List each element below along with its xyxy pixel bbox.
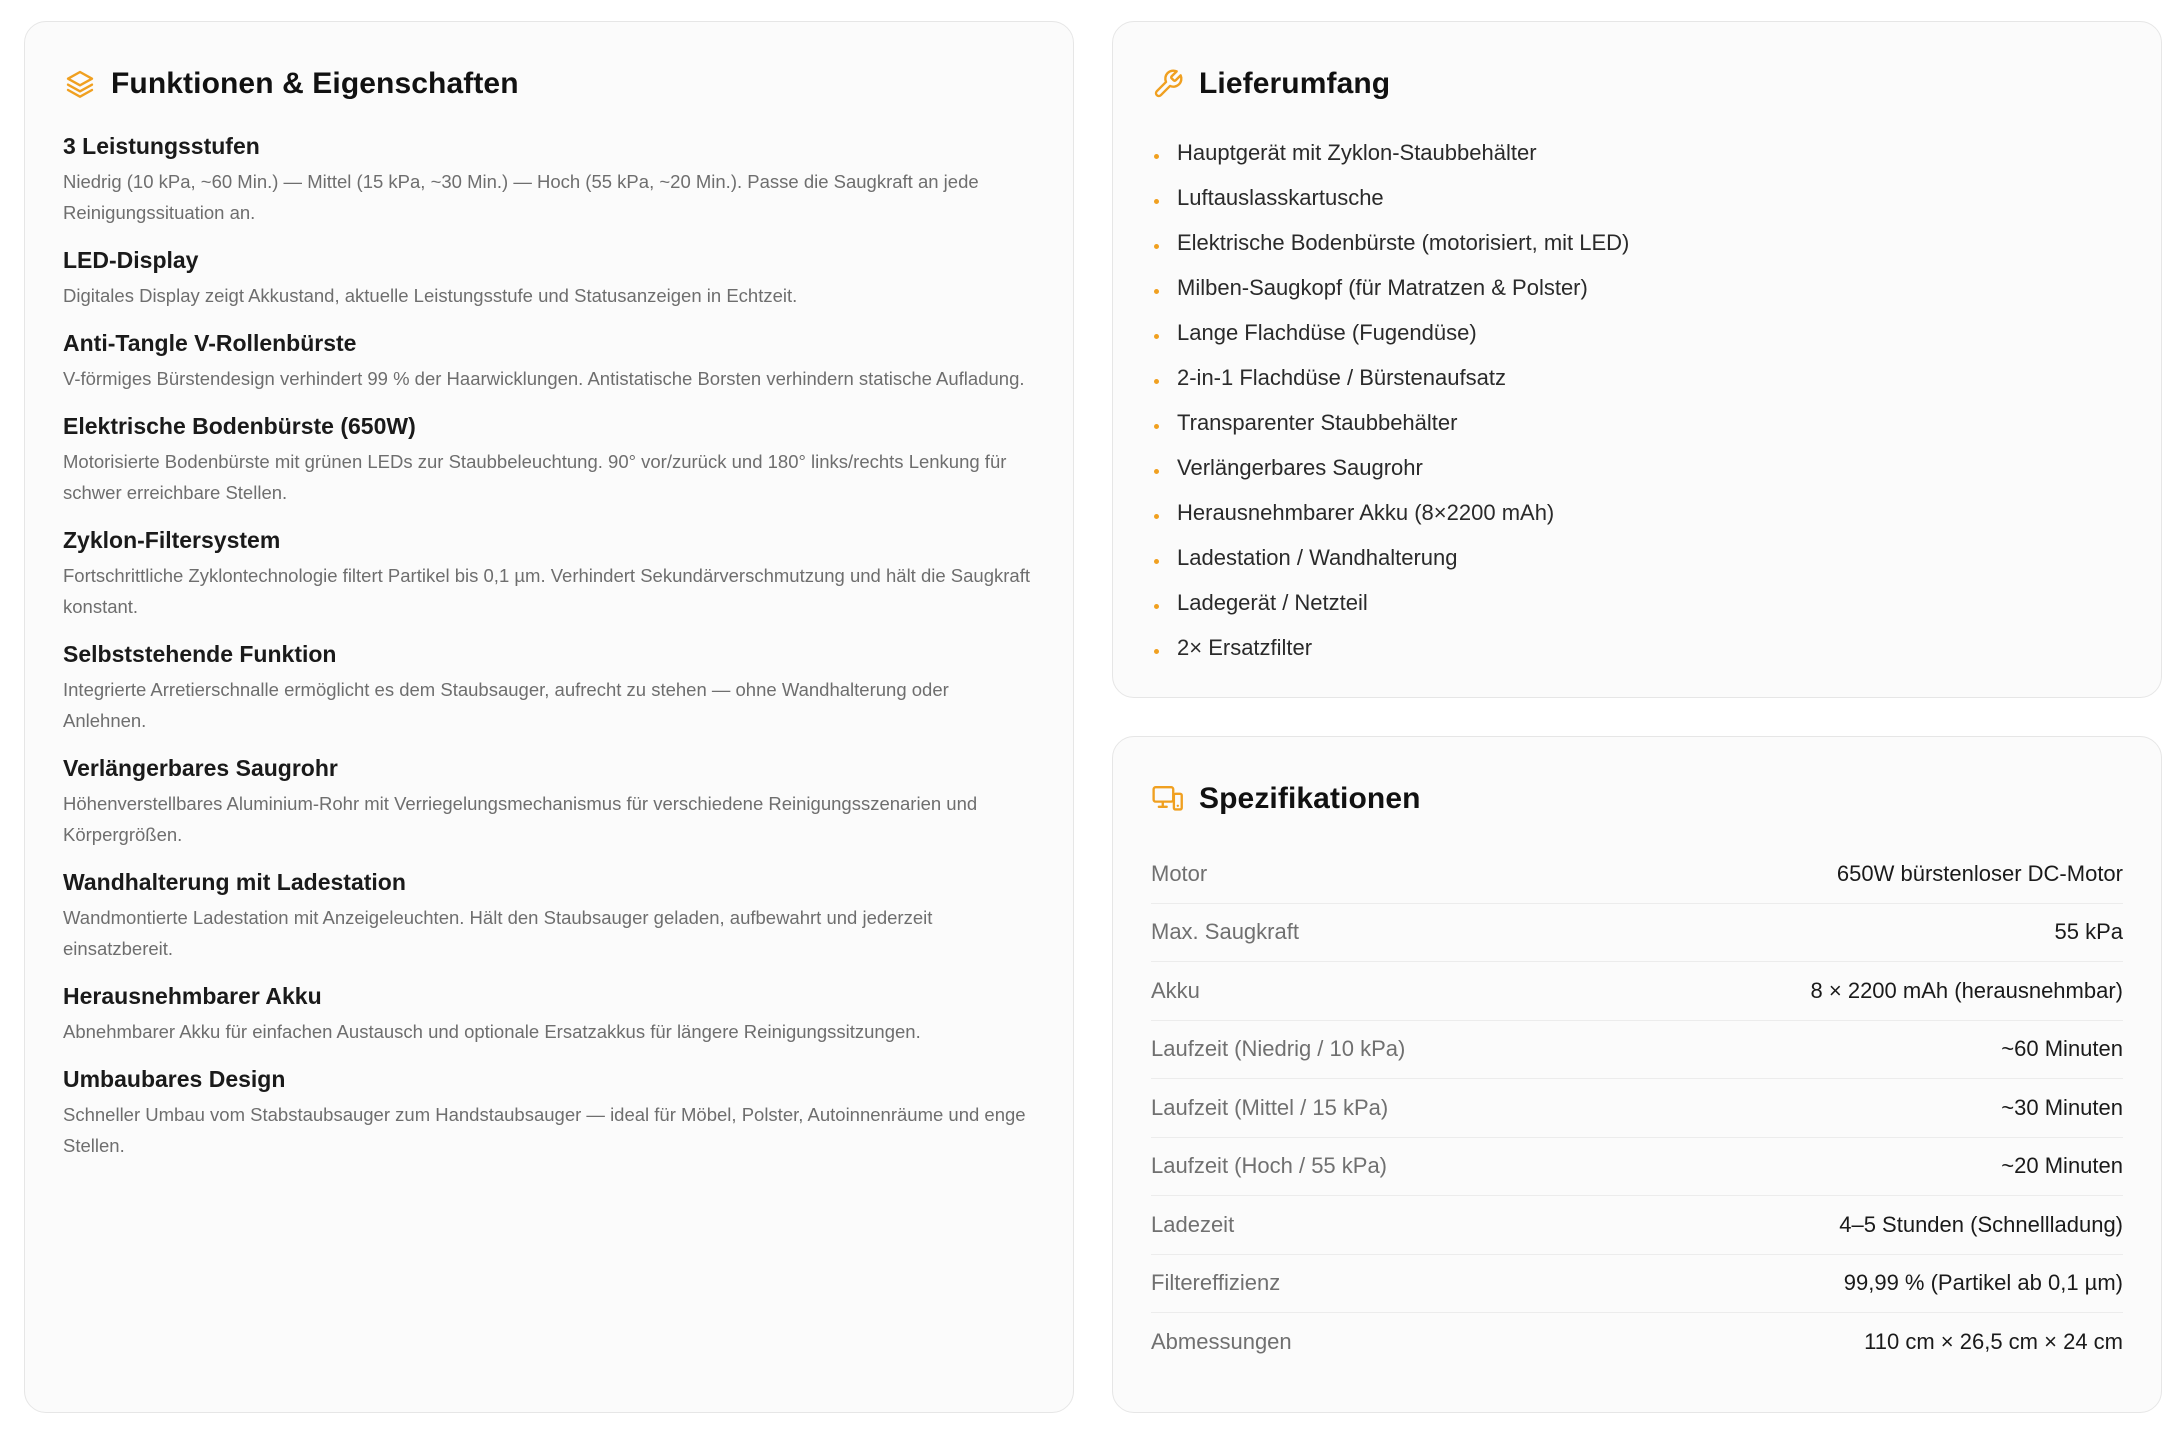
feature-description: Wandmontierte Ladestation mit Anzeigeleuchten. Hält den Staubsauger geladen, aufbewahrt und jederzeit einsatzbereit. bbox=[63, 907, 933, 959]
spec-label: Abmessungen bbox=[1151, 1328, 1292, 1354]
list-item bbox=[1151, 130, 2123, 175]
spec-value: 8 × 2200 mAh (herausnehmbar) bbox=[1810, 977, 2123, 1003]
feature-title: Zyklon-Filtersystem bbox=[63, 527, 281, 553]
feature-item bbox=[63, 866, 1035, 964]
table-row bbox=[1151, 1021, 2123, 1080]
feature-description: Schneller Umbau vom Stabstaubsauger zum Handstaubsauger — ideal für Möbel, Polster, Autoinnenräume und enge Stellen. bbox=[63, 1104, 1026, 1156]
feature-title: Anti-Tangle V-Rollenbürste bbox=[63, 330, 357, 356]
specs-header bbox=[1151, 777, 2123, 821]
feature-title: 3 Leistungsstufen bbox=[63, 133, 260, 159]
bullet-dot-icon bbox=[1154, 649, 1159, 654]
list-item-label: Milben-Saugkopf (für Matratzen & Polster) bbox=[1177, 274, 1588, 300]
bullet-dot-icon bbox=[1154, 604, 1159, 609]
feature-item bbox=[63, 638, 1035, 736]
bullet-dot-icon bbox=[1154, 469, 1159, 474]
feature-description: Höhenverstellbares Aluminium-Rohr mit Verriegelungsmechanismus für verschiedene Reinigungsszenarien und Körpergrößen. bbox=[63, 793, 978, 845]
specs-table bbox=[1151, 845, 2123, 1371]
feature-description: Abnehmbarer Akku für einfachen Austausch und optionale Ersatzakkus für längere Reinigungssitzungen. bbox=[63, 1021, 921, 1042]
delivery-header bbox=[1151, 62, 2123, 106]
bullet-dot-icon bbox=[1154, 334, 1159, 339]
list-item-label: 2-in-1 Flachdüse / Bürstenaufsatz bbox=[1177, 364, 1506, 390]
feature-description: Niedrig (10 kPa, ~60 Min.) — Mittel (15 kPa, ~30 Min.) — Hoch (55 kPa, ~20 Min.). Passe die Saugkraft an jede Reinigungssituation an. bbox=[63, 171, 979, 223]
bullet-dot-icon bbox=[1154, 559, 1159, 564]
feature-title: Selbststehende Funktion bbox=[63, 641, 337, 667]
feature-item bbox=[63, 130, 1035, 228]
layers-icon bbox=[63, 67, 97, 101]
spec-label: Filtereffizienz bbox=[1151, 1270, 1281, 1296]
feature-description: V-förmiges Bürstendesign verhindert 99 % der Haarwicklungen. Antistatische Borsten verhindern statische Aufladung. bbox=[63, 368, 1025, 389]
list-item bbox=[1151, 400, 2123, 445]
feature-item bbox=[63, 244, 1035, 311]
features-card bbox=[24, 21, 1074, 1413]
list-item bbox=[1151, 310, 2123, 355]
list-item-label: Transparenter Staubbehälter bbox=[1177, 409, 1458, 435]
list-item bbox=[1151, 445, 2123, 490]
list-item bbox=[1151, 355, 2123, 400]
specs-card bbox=[1112, 736, 2162, 1413]
list-item-label: Ladegerät / Netzteil bbox=[1177, 589, 1368, 615]
delivery-card bbox=[1112, 21, 2162, 698]
table-row bbox=[1151, 1138, 2123, 1197]
table-row bbox=[1151, 845, 2123, 904]
spec-label: Max. Saugkraft bbox=[1151, 919, 1299, 945]
feature-description: Digitales Display zeigt Akkustand, aktuelle Leistungsstufe und Statusanzeigen in Echtzeit. bbox=[63, 285, 798, 306]
spec-label: Laufzeit (Mittel / 15 kPa) bbox=[1151, 1094, 1389, 1120]
list-item-label: Verlängerbares Saugrohr bbox=[1177, 454, 1423, 480]
list-item bbox=[1151, 490, 2123, 535]
features-header bbox=[63, 62, 1035, 106]
list-item-label: Luftauslasskartusche bbox=[1177, 184, 1384, 210]
spec-value: ~20 Minuten bbox=[2001, 1153, 2123, 1179]
features-list bbox=[63, 130, 1035, 1161]
table-row bbox=[1151, 962, 2123, 1021]
features-title: Funktionen & Eigenschaften bbox=[111, 67, 519, 100]
list-item bbox=[1151, 535, 2123, 580]
bullet-dot-icon bbox=[1154, 424, 1159, 429]
table-row bbox=[1151, 1255, 2123, 1314]
table-row bbox=[1151, 1313, 2123, 1371]
wrench-icon bbox=[1151, 67, 1185, 101]
spec-value: ~60 Minuten bbox=[2001, 1036, 2123, 1062]
spec-value: ~30 Minuten bbox=[2001, 1094, 2123, 1120]
specs-title: Spezifikationen bbox=[1199, 782, 1421, 815]
list-item-label: Herausnehmbarer Akku (8×2200 mAh) bbox=[1177, 499, 1555, 525]
spec-value: 110 cm × 26,5 cm × 24 cm bbox=[1864, 1328, 2123, 1354]
spec-label: Laufzeit (Niedrig / 10 kPa) bbox=[1151, 1036, 1406, 1062]
feature-title: Verlängerbares Saugrohr bbox=[63, 755, 338, 781]
feature-item bbox=[63, 752, 1035, 850]
feature-item bbox=[63, 524, 1035, 622]
delivery-list bbox=[1151, 130, 2123, 670]
table-row bbox=[1151, 1079, 2123, 1138]
spec-label: Laufzeit (Hoch / 55 kPa) bbox=[1151, 1153, 1388, 1179]
feature-description: Integrierte Arretierschnalle ermöglicht es dem Staubsauger, aufrecht zu stehen — ohne Wandhalterung oder Anlehnen. bbox=[63, 679, 949, 731]
list-item bbox=[1151, 175, 2123, 220]
bullet-dot-icon bbox=[1154, 244, 1159, 249]
feature-title: Wandhalterung mit Ladestation bbox=[63, 869, 406, 895]
feature-item bbox=[63, 410, 1035, 508]
feature-description: Motorisierte Bodenbürste mit grünen LEDs zur Staubbeleuchtung. 90° vor/zurück und 180° links/rechts Lenkung für schwer erreichbare Stellen. bbox=[63, 451, 1007, 503]
feature-item bbox=[63, 1063, 1035, 1161]
feature-item bbox=[63, 980, 1035, 1047]
devices-icon bbox=[1151, 782, 1185, 816]
spec-value: 4–5 Stunden (Schnellladung) bbox=[1839, 1211, 2123, 1237]
bullet-dot-icon bbox=[1154, 514, 1159, 519]
list-item bbox=[1151, 265, 2123, 310]
spec-value: 55 kPa bbox=[2054, 919, 2123, 945]
feature-item bbox=[63, 327, 1035, 394]
spec-label: Ladezeit bbox=[1151, 1211, 1235, 1237]
list-item-label: Elektrische Bodenbürste (motorisiert, mit LED) bbox=[1177, 229, 1630, 255]
spec-label: Motor bbox=[1151, 860, 1208, 886]
list-item-label: 2× Ersatzfilter bbox=[1177, 634, 1313, 660]
bullet-dot-icon bbox=[1154, 379, 1159, 384]
list-item-label: Lange Flachdüse (Fugendüse) bbox=[1177, 319, 1477, 345]
bullet-dot-icon bbox=[1154, 199, 1159, 204]
list-item bbox=[1151, 625, 2123, 670]
table-row bbox=[1151, 1196, 2123, 1255]
list-item bbox=[1151, 220, 2123, 265]
spec-label: Akku bbox=[1151, 977, 1200, 1003]
delivery-title: Lieferumfang bbox=[1199, 67, 1391, 100]
bullet-dot-icon bbox=[1154, 289, 1159, 294]
feature-description: Fortschrittliche Zyklontechnologie filtert Partikel bis 0,1 µm. Verhindert Sekundärverschmutzung und hält die Saugkraft konstant. bbox=[63, 565, 1030, 617]
spec-value: 99,99 % (Partikel ab 0,1 µm) bbox=[1843, 1270, 2123, 1296]
feature-title: LED-Display bbox=[63, 247, 199, 273]
bullet-dot-icon bbox=[1154, 154, 1159, 159]
feature-title: Umbaubares Design bbox=[63, 1066, 286, 1092]
feature-title: Elektrische Bodenbürste (650W) bbox=[63, 413, 416, 439]
spec-value: 650W bürstenloser DC-Motor bbox=[1836, 860, 2123, 886]
list-item-label: Ladestation / Wandhalterung bbox=[1177, 544, 1458, 570]
feature-title: Herausnehmbarer Akku bbox=[63, 983, 322, 1009]
list-item-label: Hauptgerät mit Zyklon-Staubbehälter bbox=[1177, 139, 1537, 165]
list-item bbox=[1151, 580, 2123, 625]
table-row bbox=[1151, 904, 2123, 963]
